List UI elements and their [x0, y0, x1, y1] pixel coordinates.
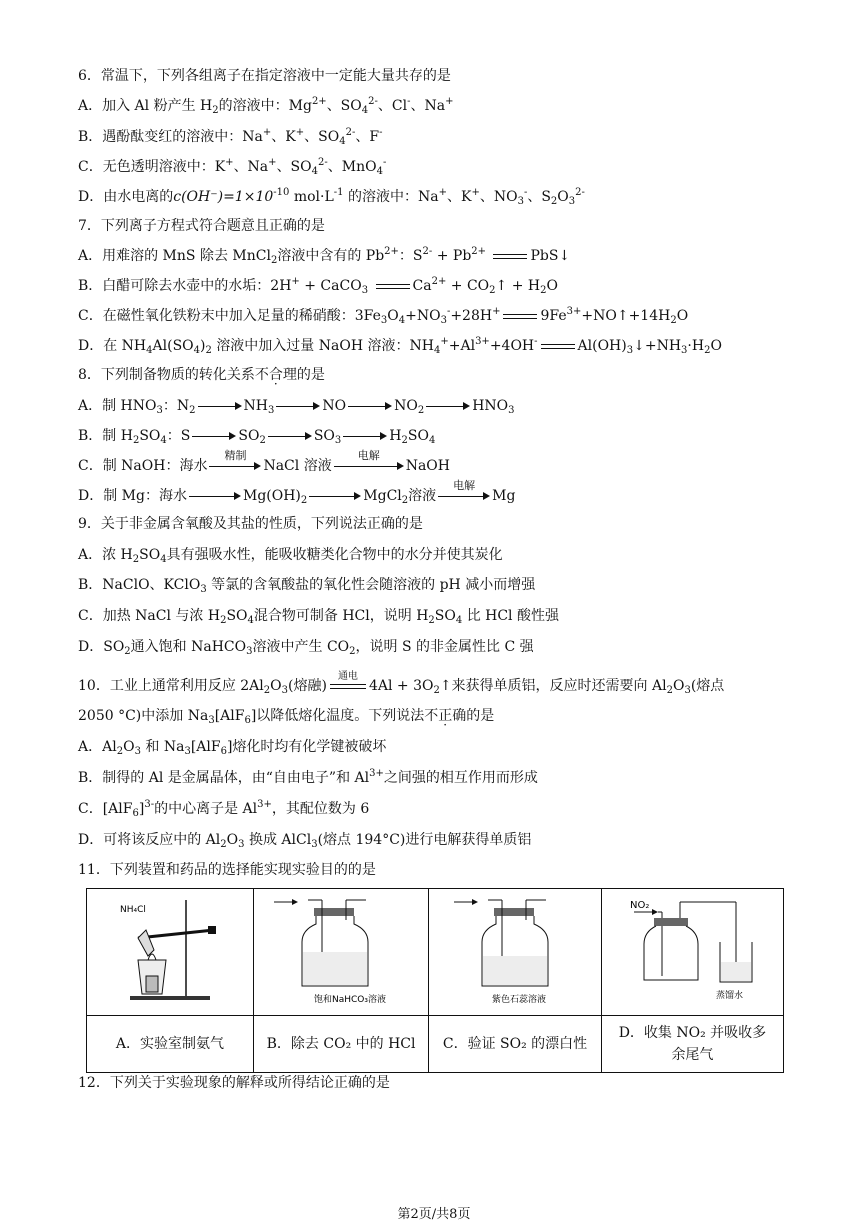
figure-a	[87, 889, 254, 1016]
fig-d-gas-label: NO₂	[630, 900, 650, 911]
option-c-caption: C．验证 SO₂ 的漂白性	[429, 1016, 602, 1073]
option-d-caption: D．收集 NO₂ 并吸收多 余尾气	[601, 1016, 783, 1073]
q6-option-a: A．加入 Al 粉产生 $H_2$的溶液中：$Mg^{2+}$、$SO_4^{2-}$、Cl-、Na+	[78, 96, 454, 116]
collection-figure-d	[604, 890, 780, 1010]
q12-stem: 12．下列关于实验现象的解释或所得结论正确的是	[78, 1075, 390, 1091]
ammonia-apparatus-figure	[90, 890, 250, 1010]
option-b-caption: B．除去 CO₂ 中的 HCl	[253, 1016, 428, 1073]
q8-stem: 8．下列制备物质的转化关系不合理的是	[78, 367, 325, 383]
q8-option-b: B．制 $H_2SO_4$：S $SO_2$ $SO_3$ $H_2SO_4$	[78, 428, 436, 446]
q7-option-a: A．用难溶的 MnS 除去 MnCl$_2$溶液中含有的 $Pb^{2+}$：$S^{2-} + Pb^{2+}$ PbS↓	[78, 246, 571, 266]
q9-option-b: B．NaClO、KClO$_3$ 等氯的含氧酸盐的氧化性会随溶液的 pH 减小而增强	[78, 577, 536, 595]
q10-stem-line1: 10．工业上通常利用反应 $2Al_2O_3$(熔融) 通电 $4Al + 3O_2↑$来获得单质铝，反应时还需要向 $Al_2O_3$(熔点	[78, 671, 725, 696]
q10-option-a: A．$Al_2O_3$ 和 $Na_3[AlF_6]$熔化时均有化学键被破坏	[78, 739, 387, 757]
q10-option-c: C．$[AlF_6]^{3-}$的中心离子是 $Al^{3+}$，其配位数为 6	[78, 799, 370, 819]
emphasis-dots: 不合理	[254, 367, 297, 383]
fig-b-label: 饱和NaHCO₃溶液	[314, 995, 387, 1005]
q10-option-b: B．制得的 Al 是金属晶体，由“自由电子”和 $Al^{3+}$之间强的相互作用而形成	[78, 768, 538, 786]
q10-option-d: D．可将该反应中的 $Al_2O_3$ 换成 AlCl$_3$(熔点 194°C)进行电解获得单质铝	[78, 832, 532, 850]
figure-d	[601, 889, 783, 1016]
q9-option-c: C．加热 NaCl 与浓 $H_2SO_4$混合物可制备 HCl，说明 $H_2SO_4$ 比 HCl 酸性强	[78, 608, 559, 626]
q8-option-a: A．制 $HNO_3$：$N_2$ $NH_3$ NO $NO_2$ $HNO_3$	[78, 398, 515, 416]
q7-option-c: C．在磁性氧化铁粉末中加入足量的稀硝酸：$3Fe_3O_4+NO_3^-+28H^+$ $9Fe^{3+}+NO↑+14H_2O$	[78, 306, 689, 326]
washing-bottle-figure-b	[256, 890, 426, 1010]
fig-d-label: 蒸馏水	[716, 991, 744, 1001]
page-footer: 第2页/共8页	[397, 1207, 471, 1222]
q6-option-b: B．遇酚酞变红的溶液中：Na+、K+、$SO_4^{2-}$、F-	[78, 127, 383, 147]
q9-stem: 9．关于非金属含氧酸及其盐的性质，下列说法正确的是	[78, 516, 423, 532]
fig-c-label: 紫色石蕊溶液	[492, 995, 547, 1005]
fig-a-label: NH₄Cl	[119, 905, 146, 915]
option-a-caption: A．实验室制氨气	[87, 1016, 254, 1073]
emphasis-dots: 不正确	[424, 708, 467, 724]
q9-option-a: A．浓 $H_2SO_4$具有强吸水性，能吸收糖类化合物中的水分并使其炭化	[78, 547, 503, 565]
q6-stem: 6．常温下，下列各组离子在指定溶液中一定能大量共存的是	[78, 68, 451, 84]
q7-option-b: B．白醋可除去水壶中的水垢：2H+ + CaCO$_3$ $Ca^{2+}$ + $CO_2↑ + H_2O$	[78, 276, 558, 296]
q7-option-d: D．在 $NH_4Al(SO_4)_2$ 溶液中加入过量 NaOH 溶液：$NH_4^++Al^{3+}+4OH^-$ $Al(OH)_3↓+NH_3\cdot H_2O$	[78, 336, 722, 356]
figure-c	[429, 889, 602, 1016]
q11-stem: 11．下列装置和药品的选择能实现实验目的的是	[78, 862, 376, 878]
q10-stem-line2: 2050 °C)中添加 $Na_3[AlF_6]$以降低熔化温度。下列说法不正确的是	[78, 708, 495, 726]
q6-option-d: D．由水电离的$c(OH^-)=1\times 10^{-10}$ $mol\cdot L^{-1}$ 的溶液中：Na+、K+、$NO_3^-$、$S_2O_3^{2-}$	[78, 187, 585, 207]
q6-option-c: C．无色透明溶液中：K+、Na+、$SO_4^{2-}$、MnO$_4$-	[78, 157, 387, 177]
washing-bottle-figure-c	[430, 890, 600, 1010]
q9-option-d: D．$SO_2$通入饱和 NaHCO$_3$溶液中产生 $CO_2$，说明 S 的非金属性比 C 强	[78, 639, 534, 657]
figure-b	[253, 889, 428, 1016]
q8-option-d: D．制 Mg：海水 $Mg(OH)_2$ MgCl$_2$溶液 电解 Mg	[78, 479, 516, 506]
q8-option-c: C．制 NaOH：海水 精制 NaCl 溶液 电解 NaOH	[78, 449, 450, 474]
apparatus-table	[86, 888, 784, 1073]
q7-stem: 7．下列离子方程式符合题意且正确的是	[78, 218, 325, 234]
